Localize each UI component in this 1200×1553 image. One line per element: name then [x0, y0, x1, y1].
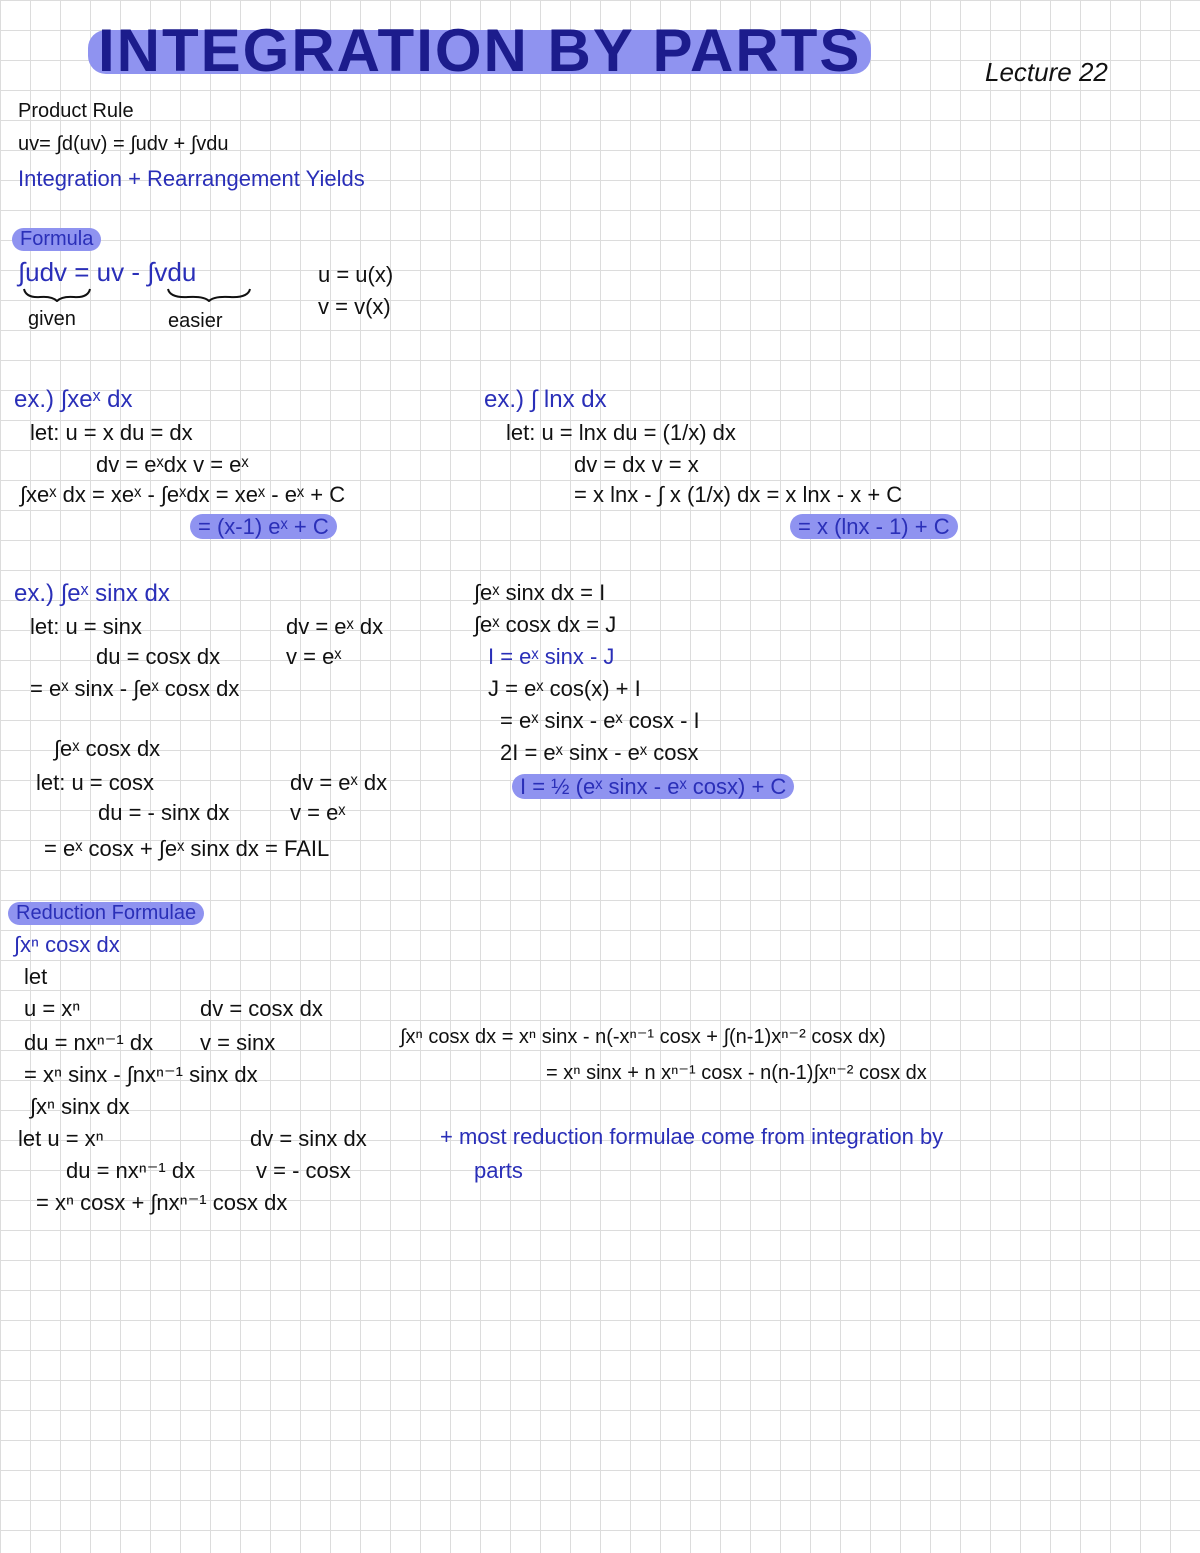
reduction-heading: ∫xⁿ cosx dx	[14, 932, 120, 957]
ex3-du: du = cosx dx	[96, 644, 221, 669]
reduction-du2: du = nxⁿ⁻¹ dx	[66, 1158, 196, 1183]
page-title-text: INTEGRATION BY PARTS	[98, 17, 862, 84]
formula-equation: ∫udv = uv - ∫vdu	[18, 257, 197, 287]
given-brace-icon	[22, 286, 92, 302]
reduction-u: u = xⁿ	[24, 996, 81, 1021]
given-label: given	[28, 308, 76, 330]
ex3-sub-dv: dv = eˣ dx	[290, 770, 388, 795]
ex2-line2: dv = dx v = x	[574, 452, 699, 477]
formula-label: Formula	[12, 228, 101, 251]
ex3-sub-v: v = eˣ	[290, 800, 346, 825]
reduction-v2: v = - cosx	[256, 1158, 351, 1183]
ex3-right-line3: I = eˣ sinx - J	[488, 644, 615, 669]
reduction-line3: = xⁿ sinx - ∫nxⁿ⁻¹ sinx dx	[24, 1062, 258, 1087]
ex3-line3: = eˣ sinx - ∫eˣ cosx dx	[30, 676, 240, 701]
reduction-note-line2: parts	[474, 1158, 523, 1183]
ex1-result: = (x-1) eˣ + C	[190, 514, 337, 539]
reduction-sin-heading: ∫xⁿ sinx dx	[30, 1094, 130, 1119]
ex3-let-dv: dv = eˣ dx	[286, 614, 384, 639]
ex3-right-line5: = eˣ sinx - eˣ cosx - I	[500, 708, 700, 733]
reduction-label: Reduction Formulae	[8, 902, 204, 925]
easier-label: easier	[168, 310, 223, 332]
ex1-line3: ∫xeˣ dx = xeˣ - ∫eˣdx = xeˣ - eˣ + C	[20, 482, 346, 507]
ex2-line1: let: u = lnx du = (1/x) dx	[506, 420, 736, 445]
ex3-sub-du: du = - sinx dx	[98, 800, 230, 825]
product-rule-heading: Product Rule	[18, 100, 134, 122]
ex3-right-line2: ∫eˣ cosx dx = J	[474, 612, 617, 637]
reduction-v: v = sinx	[200, 1030, 276, 1055]
ex3-sub-heading: ∫eˣ cosx dx	[54, 736, 161, 761]
ex3-right-result: I = ½ (eˣ sinx - eˣ cosx) + C	[512, 774, 794, 799]
v-definition: v = v(x)	[318, 294, 391, 319]
ex3-right-line6: 2I = eˣ sinx - eˣ cosx	[500, 740, 699, 765]
reduction-right-line1: ∫xⁿ cosx dx = xⁿ sinx - n(-xⁿ⁻¹ cosx + ∫(n-1)xⁿ⁻² cosx dx)	[400, 1026, 886, 1048]
ex1-heading: ex.) ∫xeˣ dx	[14, 386, 133, 413]
ex2-result: = x (lnx - 1) + C	[790, 514, 958, 539]
reduction-line7: = xⁿ cosx + ∫nxⁿ⁻¹ cosx dx	[36, 1190, 288, 1215]
reduction-du: du = nxⁿ⁻¹ dx	[24, 1030, 154, 1055]
ex3-let-u: let: u = sinx	[30, 614, 142, 639]
lecture-label: Lecture 22	[985, 57, 1108, 87]
reduction-let-u2: let u = xⁿ	[18, 1126, 104, 1151]
rearrangement-line: Integration + Rearrangement Yields	[18, 166, 365, 191]
reduction-let: let	[24, 964, 48, 989]
ex3-heading: ex.) ∫eˣ sinx dx	[14, 580, 170, 607]
reduction-dv: dv = cosx dx	[200, 996, 323, 1021]
ex1-line2: dv = eˣdx v = eˣ	[96, 452, 249, 477]
ex3-right-line4: J = eˣ cos(x) + I	[488, 676, 641, 701]
ex2-line3: = x lnx - ∫ x (1/x) dx = x lnx - x + C	[574, 482, 903, 507]
ex1-line1: let: u = x du = dx	[30, 420, 193, 445]
ex3-right-line1: ∫eˣ sinx dx = I	[474, 580, 606, 605]
u-definition: u = u(x)	[318, 262, 394, 287]
reduction-right-line2: = xⁿ sinx + n xⁿ⁻¹ cosx - n(n-1)∫xⁿ⁻² cosx dx	[546, 1062, 927, 1084]
reduction-note-line1: + most reduction formulae come from integration by	[440, 1124, 944, 1149]
ex3-sub-let-u: let: u = cosx	[36, 770, 155, 795]
easier-brace-icon	[166, 286, 252, 302]
page-title	[88, 16, 871, 86]
ex2-heading: ex.) ∫ lnx dx	[484, 386, 607, 413]
ex3-fail-line: = eˣ cosx + ∫eˣ sinx dx = FAIL	[44, 836, 330, 861]
reduction-dv2: dv = sinx dx	[250, 1126, 367, 1151]
ex3-v: v = eˣ	[286, 644, 342, 669]
product-rule-line: uv= ∫d(uv) = ∫udv + ∫vdu	[18, 133, 229, 155]
